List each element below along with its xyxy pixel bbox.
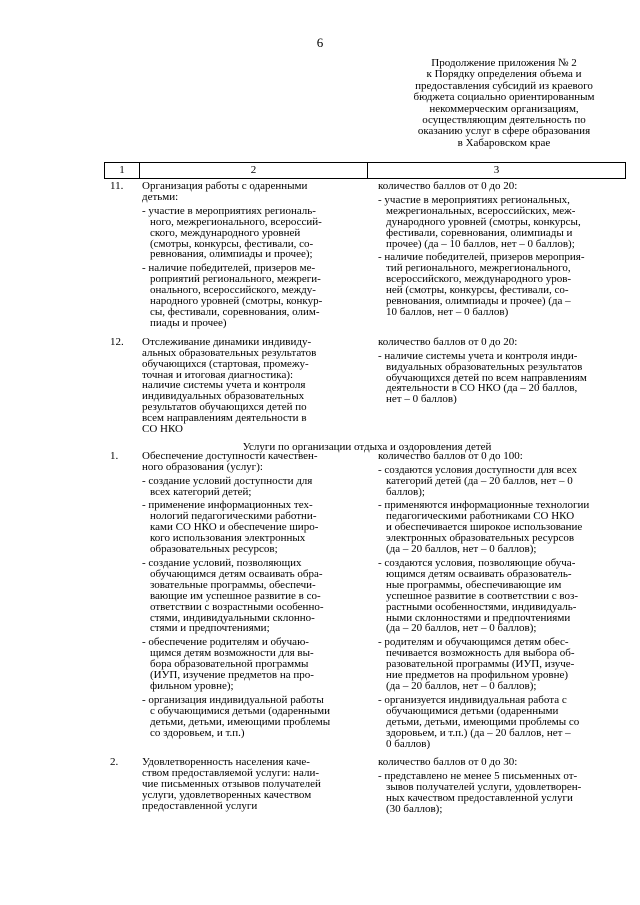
criteria-rows-recreation [110, 451, 624, 815]
table-row [110, 757, 624, 815]
table-column-header [104, 162, 626, 179]
score-range: количество баллов от 0 до 20: [378, 335, 518, 348]
criterion-item: - применение информационных тех- нологий педагогическими работни- ками СО НКО и обеспечение широ- кого использования электронных образовательных ресурсов; [142, 499, 319, 556]
score-item: - представлено не менее 5 письменных от- зывов получателей услуги, удовлетворен- ных качеством предоставленной услуги (30 баллов); [378, 770, 582, 816]
appendix-note: Продолжение приложения № 2 к Порядку определения объема и предоставления субсидий из краевого бюджета социально ориентированным некоммерческим организациям, осуществляющим деятельность по оказанию услуг в сфере образования в Хабаровском крае [413, 57, 595, 149]
score-item: - создаются условия, позволяющие обуча- ющимся детям осваивать образователь- ные программы, обеспечивающие им успешное развитие в соответствии с воз- растными особенностями, индивидуаль- ными склонностями и предпочтениями (да – 20 баллов, нет – 0 баллов); [378, 557, 579, 635]
criterion-cell [142, 181, 357, 329]
criterion-item: - наличие победителей, призеров ме- роприятий регионального, межреги- онального, всероссийского, между- народного уровней (смотры, конкур- сы, фестивали, соревнования, олим- пиады и прочее) [142, 262, 323, 329]
score-range: количество баллов от 0 до 20: [378, 180, 518, 192]
score-cell [378, 757, 624, 815]
score-cell [378, 337, 624, 405]
criterion-title: Организация работы с одаренными детьми: [142, 180, 308, 203]
criteria-rows-education [110, 181, 624, 435]
score-item: - организуется индивидуальная работа с обучающимися детьми (одаренными детьми, детьми, имеющими проблемы со здоровьем, и т.п.) (да – 20 баллов, нет – 0 баллов) [378, 693, 580, 750]
score-item: - создаются условия доступности для всех категорий детей (да – 20 баллов, нет – 0 баллов); [378, 463, 577, 498]
criterion-item: - создание условий, позволяющих обучающимся детям осваивать обра- зовательные программы, обеспечи- вающие им успешное развитие в со- ответствии с возрастными особенно- стями, индивидуальными склонно- стями и предпочтениями; [142, 557, 324, 635]
score-item: - участие в мероприятиях региональных, межрегиональных, всероссийских, меж- дународного уровней (смотры, конкурсы, фестивали, соревнования, олимпиады и прочее) (да – 10 баллов, нет – 0 баллов); [378, 193, 581, 250]
criterion-cell [142, 757, 357, 812]
score-range: количество баллов от 0 до 100: [378, 449, 523, 462]
table-row [110, 337, 624, 435]
column-1-header: 1 [105, 163, 140, 178]
criteria-table [110, 181, 624, 815]
criterion-item: - участие в мероприятиях региональ- ного, межрегионального, всероссий- ского, международного уровней (смотры, конкурсы, фестивали, со- ревнования, олимпиады и прочее); [142, 204, 322, 261]
score-item: - применяются информационные технологии педагогическими работниками СО НКО и обеспечивается широкое использование электронных образовательных ресурсов (да – 20 баллов, нет – 0 баллов); [378, 499, 590, 556]
criterion-title: Удовлетворенность населения каче- ством предоставляемой услуги: нали- чие письменных отзывов получателей услуги, удовлетворенных качеством предоставленной услуги [142, 756, 321, 813]
criterion-title: Обеспечение доступности качествен- ного образования (услуг): [142, 449, 318, 473]
table-row [110, 181, 624, 329]
criterion-item: - организация индивидуальной работы с обучающимися детьми (одаренными детьми, детьми, имеющими проблемы со здоровьем, и т.п.) [142, 693, 331, 739]
column-3-header: 3 [493, 164, 500, 176]
criterion-cell [142, 337, 357, 435]
row-number: 1. [110, 449, 119, 462]
score-item: - родителям и обучающимся детям обес- печивается возможность для выбора об- разовательной программы (ИУП, изуче- ние предметов на профильном уровне) (да – 20 баллов, нет – 0 баллов); [378, 636, 575, 692]
criterion-cell [142, 451, 357, 739]
score-cell [378, 181, 624, 318]
row-number: 2. [110, 756, 119, 769]
row-number: 11. [110, 180, 124, 192]
criterion-item: - обеспечение родителям и обучаю- щимся детям возможности для вы- бора образовательной программы (ИУП, изучение предметов на про- фильном уровне); [142, 636, 314, 692]
score-item: - наличие победителей, призеров мероприя- тий регионального, межрегионального, всероссийского, международного уров- ней (смотры, конкурсы, фестивали, со- ревнования, олимпиады и прочее) (да – 10 баллов, нет – 0 баллов) [378, 251, 585, 318]
score-item: - наличие системы учета и контроля инди- видуальных образовательных результатов обучающихся детей по всем направлениям деятельности в СО НКО (да – 20 баллов, нет – 0 баллов) [378, 349, 587, 406]
page-number: 6 [316, 35, 324, 50]
criterion-item: - создание условий доступности для всех категорий детей; [142, 474, 313, 498]
row-number: 12. [110, 335, 124, 348]
criterion-title: Отслеживание динамики индивиду- альных образовательных результатов обучающихся (стартовая, промежу- точная и итоговая диагностика): наличие системы учета и контроля индивидуальных образовательных результатов обучающихся детей по всем направлениям деятельности в СО НКО [142, 335, 317, 436]
section-title: Услуги по организации отдыха и оздоровления детей [242, 440, 492, 453]
score-cell [378, 451, 624, 750]
table-row [110, 451, 624, 750]
score-range: количество баллов от 0 до 30: [378, 756, 518, 769]
column-2-header: 2 [140, 163, 368, 178]
